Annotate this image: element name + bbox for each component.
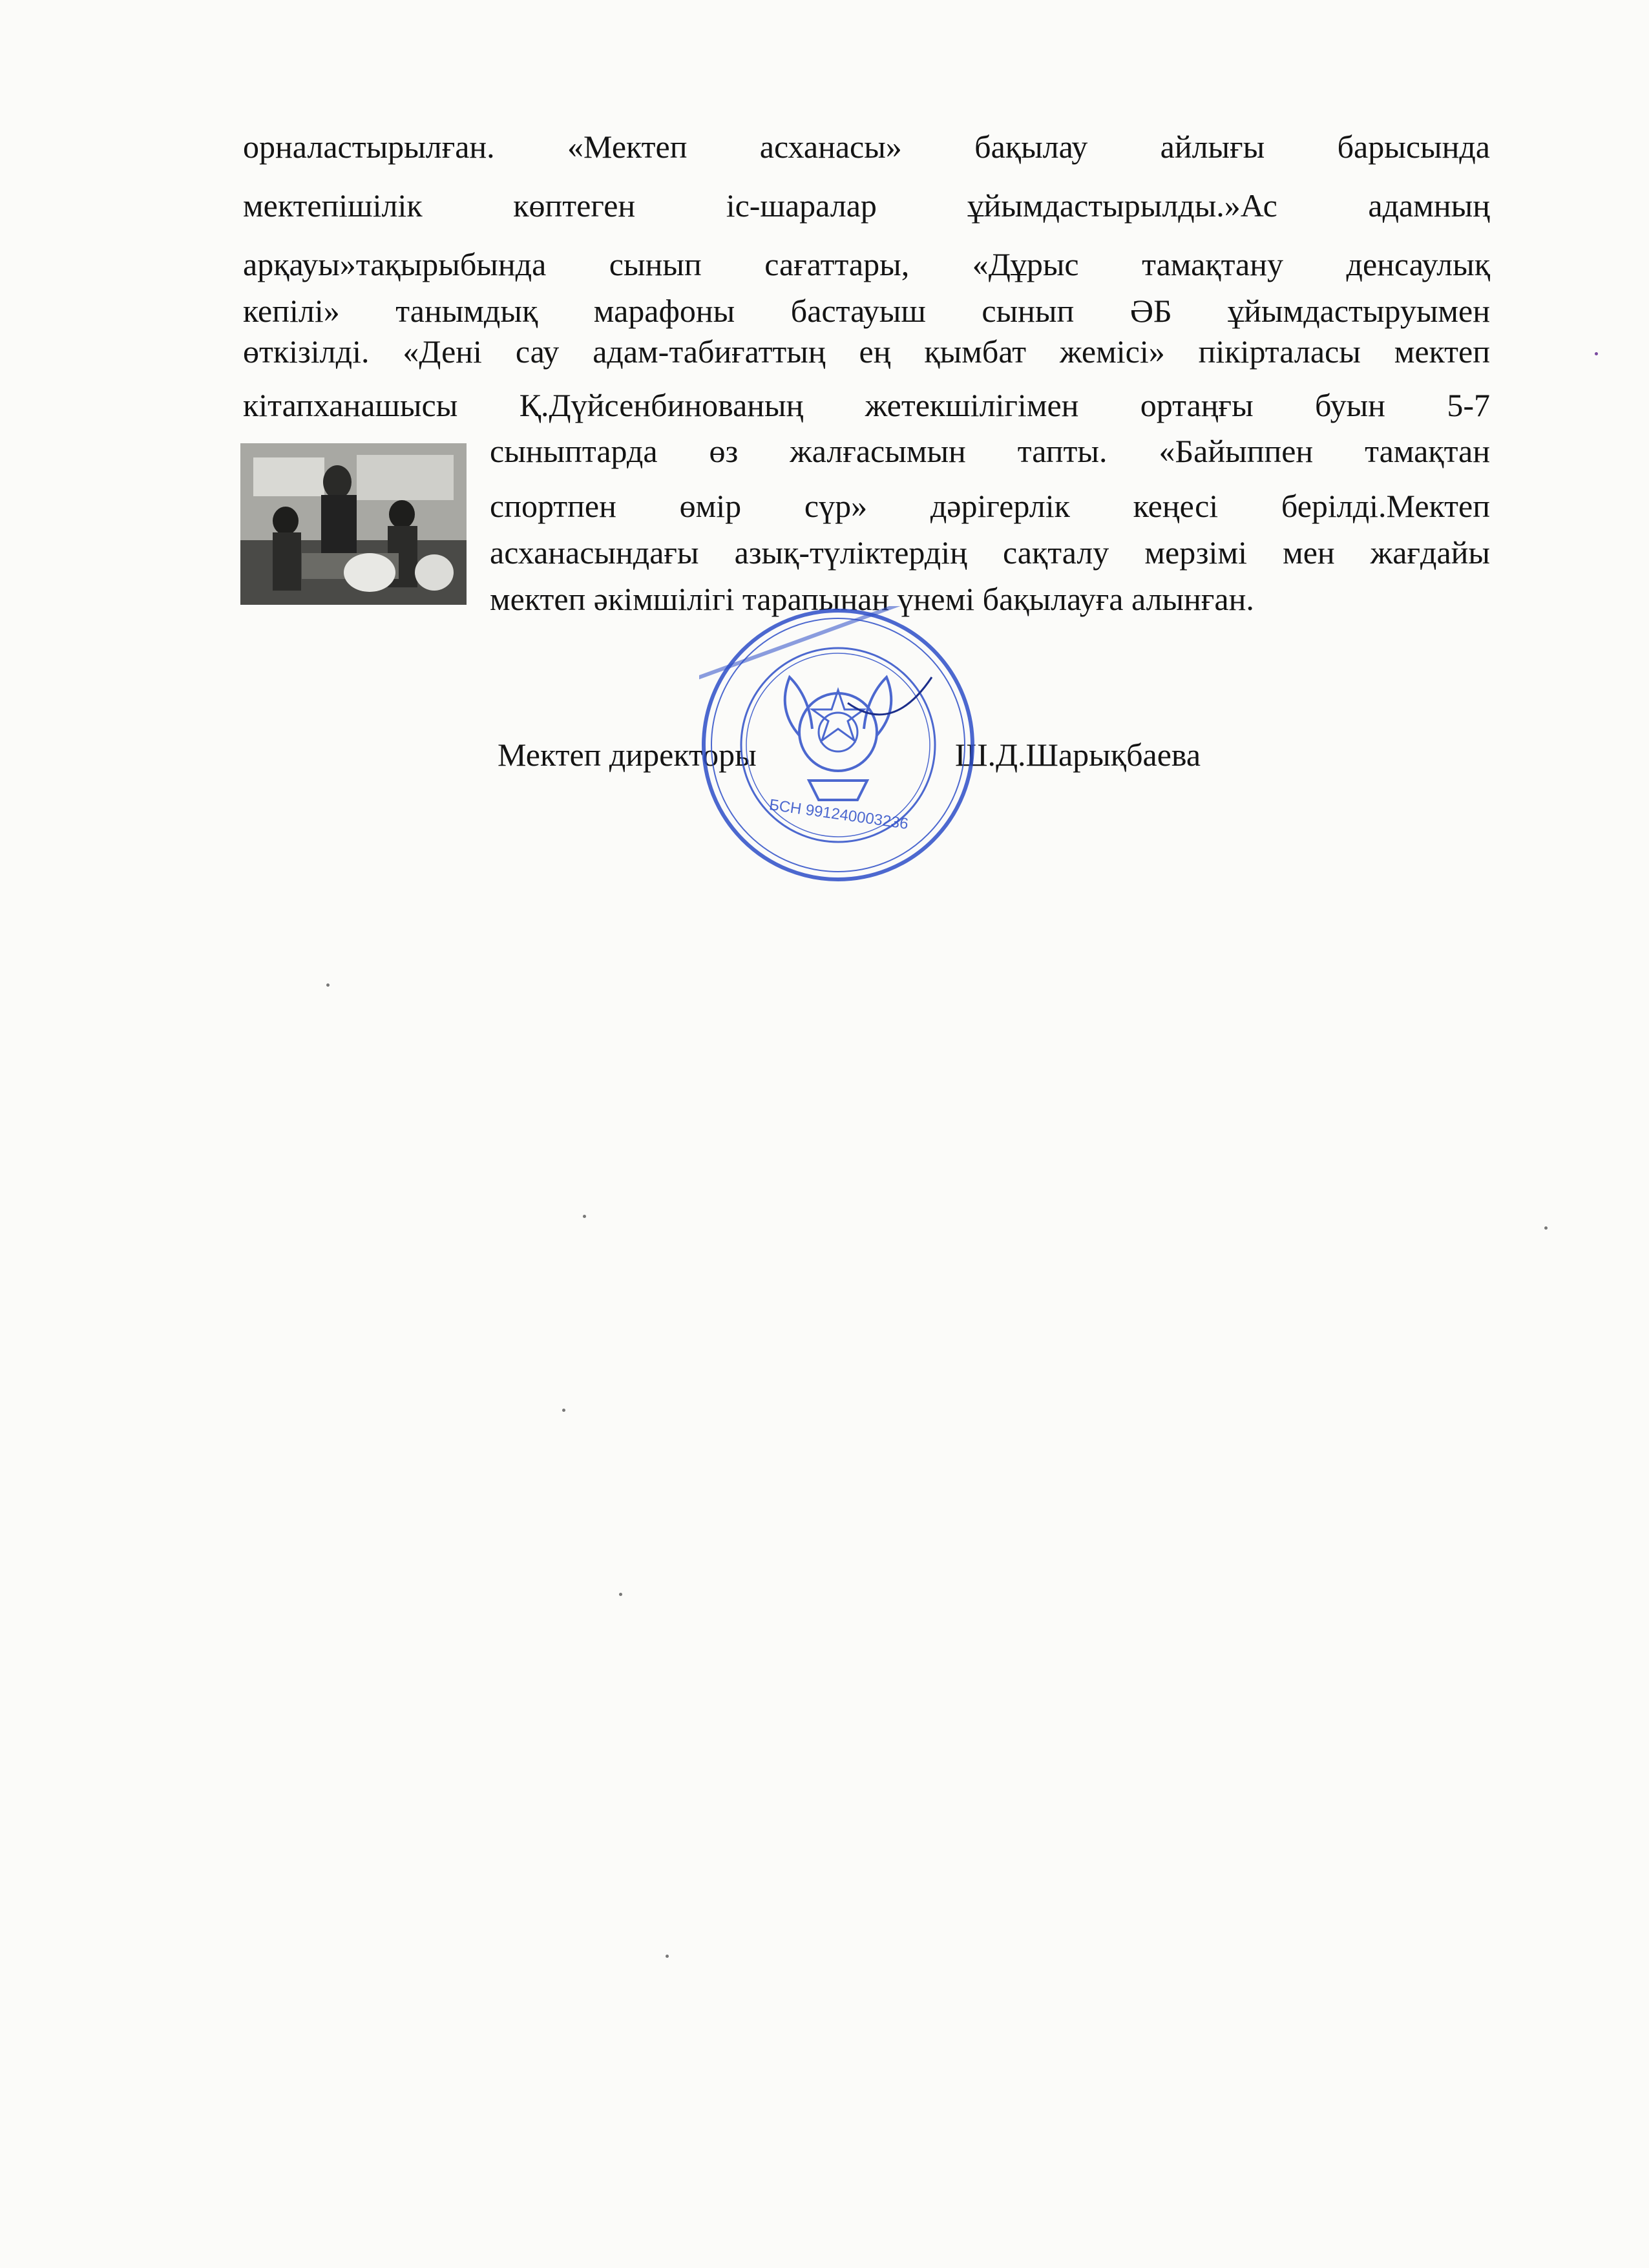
scan-speck [666, 1955, 669, 1958]
scan-speck [562, 1409, 565, 1412]
paragraph-line-3: арқауы»тақырыбында сынып сағаттары, «Дұрыс тамақтану денсаулық [243, 246, 1490, 282]
scan-speck [326, 983, 330, 987]
paragraph-line-8: спортпен өмір сүр» дәрігерлік кеңесі берілді.Мектеп [490, 488, 1490, 524]
director-name: Ш.Д.Шарықбаева [955, 737, 1201, 773]
director-title: Мектеп директоры [498, 737, 757, 773]
paragraph-line-10: мектеп әкімшілігі тарапынан үнемі бақылауға алынған. [490, 581, 1254, 617]
paragraph-line-5: өткізілді. «Дені сау адам-табиғаттың ең қымбат жемісі» пікірталасы мектеп [243, 333, 1490, 370]
paragraph-line-6: кітапханашысы Қ.Дүйсенбинованың жетекшілігімен ортаңғы буын 5-7 [243, 387, 1490, 423]
scan-speck [583, 1215, 586, 1218]
scan-speck [619, 1593, 622, 1596]
stamp-bin-text: БСН 991240003236 [768, 796, 910, 834]
scan-speck [1595, 352, 1598, 355]
school-photo [240, 443, 467, 605]
official-stamp [699, 606, 977, 884]
paragraph-line-1: орналастырылған. «Мектеп асханасы» бақылау айлығы барысында [243, 129, 1490, 165]
paragraph-line-4: кепілі» танымдық марафоны бастауыш сынып ӘБ ұйымдастыруымен [243, 293, 1490, 329]
paragraph-line-7: сыныптарда өз жалғасымын тапты. «Байыппен тамақтан [490, 433, 1490, 469]
paragraph-line-9: асханасындағы азық-түліктердің сақталу мерзімі мен жағдайы [490, 534, 1490, 571]
scan-speck [1544, 1226, 1548, 1230]
paragraph-line-2: мектепішілік көптеген іс-шаралар ұйымдастырылды.»Ас адамның [243, 187, 1490, 224]
